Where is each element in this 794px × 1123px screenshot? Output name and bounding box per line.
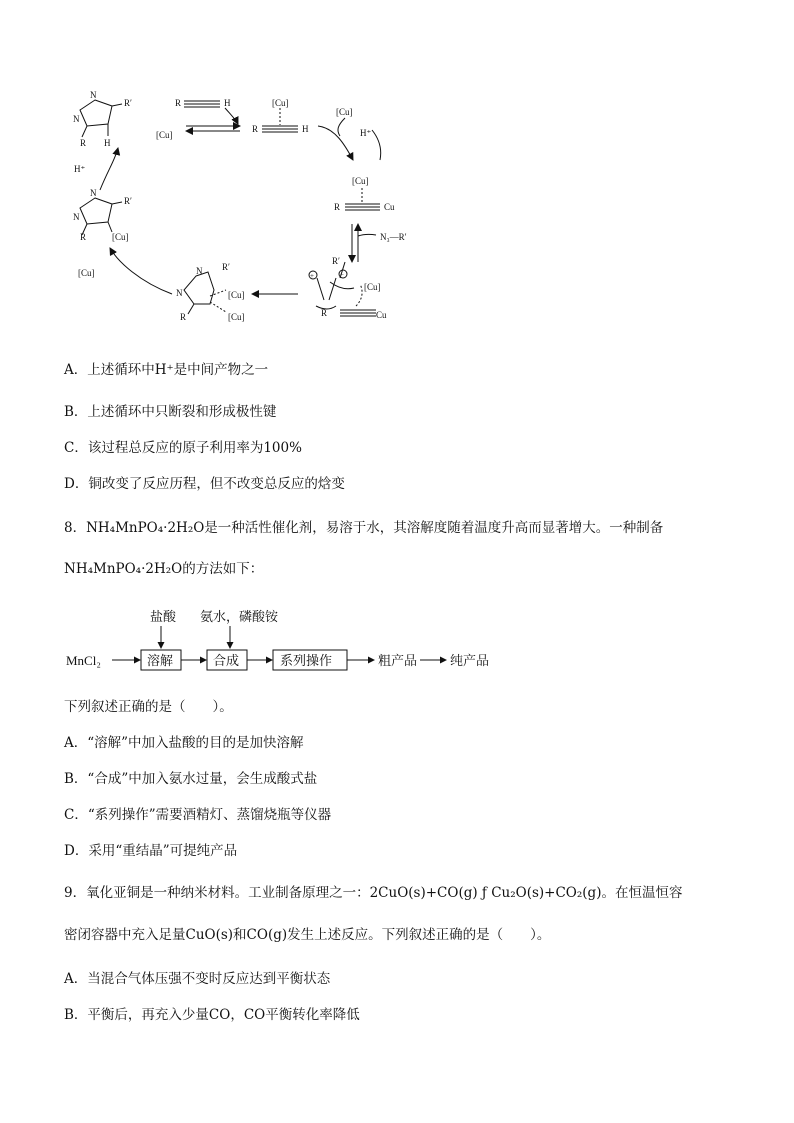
svg-text:[Cu]: [Cu] [228,290,245,300]
q7-option-c: C．该过程总反应的原子利用率为100% [64,440,302,456]
q7-option-a: A．上述循环中H⁺是中间产物之一 [64,362,269,378]
q9-stem-line1: 9．氧化亚铜是一种纳米材料。工业制备原理之一：2CuO(s)+CO(g) ƒ Cu₂O(s)+CO₂(g)。在恒温恒容 [64,885,683,901]
svg-text:R: R [334,202,341,212]
q8-question: 下列叙述正确的是（ ）。 [64,699,233,715]
svg-text:R: R [321,308,328,318]
q7-option-d: D．铜改变了反应历程，但不改变总反应的焓变 [64,476,345,492]
arrow-deprotonation [318,126,353,160]
svg-text:N: N [176,288,183,298]
flow-step2: 合成 [213,653,240,668]
svg-text:R: R [80,232,87,242]
arrow-ring-contraction [110,248,172,294]
svg-text:R: R [180,312,187,322]
q8-flow-chart [62,602,522,682]
svg-text:H⁺: H⁺ [74,164,86,174]
flow-step1: 溶解 [147,653,174,668]
catalytic-cycle-diagram [0,0,794,340]
svg-text:R′: R′ [124,196,132,206]
flow-step3: 系列操作 [280,653,333,668]
svg-text:[Cu]: [Cu] [78,268,95,278]
svg-text:N: N [196,266,203,276]
flow-product1: 粗产品 [378,653,418,668]
svg-text:Cu: Cu [384,202,395,212]
svg-text:H: H [302,124,309,134]
svg-text:R: R [252,124,259,134]
q9-option-b: B．平衡后，再充入少量CO，CO平衡转化率降低 [64,1007,360,1023]
triazole-cu-ring [80,198,112,224]
svg-text:[Cu]: [Cu] [352,176,369,186]
triazole-product-ring [80,100,112,126]
svg-text:N: N [90,188,97,198]
svg-text:R′: R′ [332,256,340,266]
svg-text:H⁺: H⁺ [360,128,372,138]
svg-text:[Cu]: [Cu] [272,98,289,108]
svg-text:Cu: Cu [376,310,387,320]
q8-option-d: D．采用“重结晶”可提纯产品 [64,843,238,859]
svg-text:[Cu]: [Cu] [336,107,353,117]
svg-text:R: R [175,98,182,108]
flow-product2: 纯产品 [450,653,490,668]
arrow-protonation [100,148,118,190]
metallacycle-ring [184,272,214,304]
svg-text:−: − [340,271,344,279]
svg-text:N: N [90,90,97,100]
q7-option-b: B．上述循环中只断裂和形成极性键 [64,404,277,420]
q9-stem-line2: 密闭容器中充入足量CuO(s)和CO(g)发生上述反应。下列叙述正确的是（ ）。 [64,927,551,943]
svg-text:[Cu]: [Cu] [112,232,129,242]
q8-option-c: C．“系列操作”需要酒精灯、蒸馏烧瓶等仪器 [64,807,332,823]
q9-option-a: A．当混合气体压强不变时反应达到平衡状态 [64,971,331,987]
flow-reagent2: 氨水，磷酸铵 [200,609,279,624]
svg-text:[Cu]: [Cu] [364,282,381,292]
svg-text:H: H [104,138,111,148]
svg-text:[Cu]: [Cu] [156,130,173,140]
svg-text:R: R [80,138,87,148]
q8-option-b: B．“合成”中加入氨水过量，会生成酸式盐 [64,771,318,787]
q8-stem-line1: 8．NH₄MnPO₄·2H₂O是一种活性催化剂，易溶于水，其溶解度随着温度升高而显著增大。一种制备 [64,520,664,536]
flow-reagent1: 盐酸 [150,609,177,624]
flow-start: MnCl₂ [66,653,101,668]
svg-text:[Cu]: [Cu] [228,312,245,322]
svg-text:N₃—R′: N₃—R′ [380,232,407,242]
svg-text:N: N [73,114,80,124]
svg-text:N: N [73,212,80,222]
svg-text:R′: R′ [222,262,230,272]
svg-text:+: + [310,272,314,280]
svg-text:H: H [224,98,231,108]
q8-stem-line2: NH₄MnPO₄·2H₂O的方法如下： [64,561,264,577]
svg-text:R′: R′ [124,98,132,108]
q8-option-a: A．“溶解”中加入盐酸的目的是加快溶解 [64,735,304,751]
